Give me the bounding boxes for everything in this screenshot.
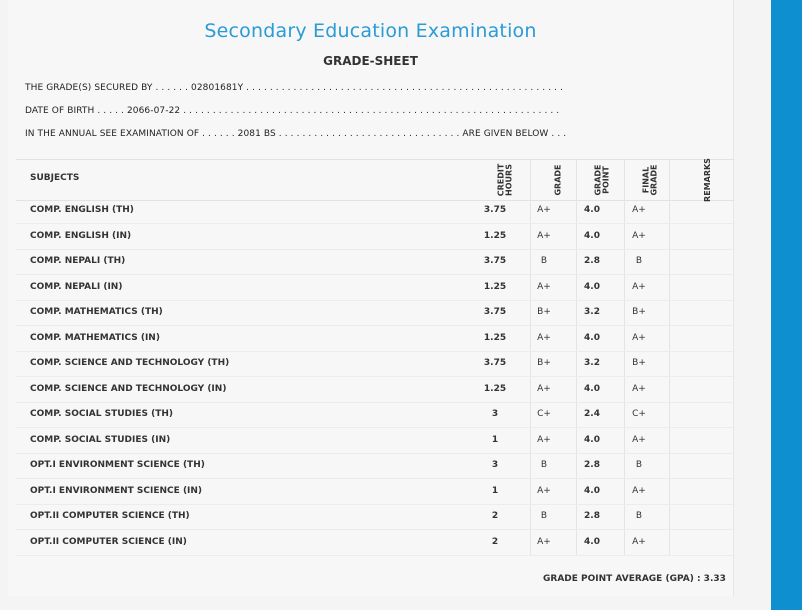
header-grade: GRADE <box>554 164 563 196</box>
table-row <box>16 377 733 403</box>
header-subjects: SUBJECTS <box>30 173 80 183</box>
grade-cell: B+ <box>537 358 551 368</box>
header-credit-hours: CREDIT HOURS <box>496 163 514 197</box>
point-cell: 2.4 <box>584 409 600 419</box>
final-cell: A+ <box>632 205 646 215</box>
final-cell: A+ <box>632 230 646 241</box>
credit-cell: 1 <box>491 485 499 496</box>
final-cell: B <box>635 460 643 470</box>
credit-cell: 1.25 <box>483 383 507 394</box>
table-row <box>16 428 733 454</box>
credit-cell: 3 <box>491 409 499 419</box>
point-cell: 4.0 <box>584 230 600 241</box>
credit-cell: 3.75 <box>483 256 507 266</box>
table-row <box>16 351 733 377</box>
point-cell: 4.0 <box>584 383 600 394</box>
table-row <box>16 326 733 352</box>
point-cell: 4.0 <box>584 332 600 343</box>
table-header <box>16 159 733 201</box>
final-cell: B+ <box>632 307 646 317</box>
grade-cell: A+ <box>537 281 551 292</box>
credit-cell: 2 <box>491 511 499 521</box>
point-cell: 4.0 <box>584 485 600 496</box>
table-row <box>16 479 733 505</box>
subject-name: COMP. SOCIAL STUDIES (TH) <box>30 409 174 419</box>
final-cell: A+ <box>632 434 646 445</box>
subject-name: OPT.I ENVIRONMENT SCIENCE (IN) <box>30 485 203 496</box>
credit-cell: 2 <box>491 536 499 547</box>
subject-name: OPT.II COMPUTER SCIENCE (IN) <box>30 536 187 547</box>
table-row <box>16 198 733 224</box>
point-cell: 2.8 <box>584 460 600 470</box>
final-cell: A+ <box>632 536 646 547</box>
exam-title: Secondary Education Examination <box>204 20 537 42</box>
credit-cell: 1.25 <box>483 281 507 292</box>
point-cell: 4.0 <box>584 434 600 445</box>
grade-cell: A+ <box>537 485 551 496</box>
final-cell: B+ <box>632 358 646 368</box>
grade-cell: B <box>540 460 548 470</box>
table-row <box>16 453 733 479</box>
subject-name: COMP. SCIENCE AND TECHNOLOGY (TH) <box>30 358 230 368</box>
final-cell: A+ <box>632 485 646 496</box>
side-accent-bar <box>771 0 802 610</box>
date-of-birth-line: DATE OF BIRTH . . . . . 2066-07-22 . . . . . . . . . . . . . . . . . . . . . . . . . . . . . . . . . . . . . . . . . . . . . . . . . . . . . . . . . . . . . . . . <box>25 106 560 116</box>
grade-cell: B <box>540 256 548 266</box>
table-row <box>16 275 733 301</box>
grade-cell: A+ <box>537 383 551 394</box>
grade-sheet-panel <box>8 0 734 596</box>
credit-cell: 1 <box>491 434 499 445</box>
subject-name: OPT.II COMPUTER SCIENCE (TH) <box>30 511 190 521</box>
credit-cell: 3.75 <box>483 205 507 215</box>
credit-cell: 3.75 <box>483 358 507 368</box>
exam-year-line: IN THE ANNUAL SEE EXAMINATION OF . . . . . . 2081 BS . . . . . . . . . . . . . . . . . . . . . . . . . . . . . . . ARE GIVEN BELOW . . . <box>25 129 567 139</box>
grade-cell: A+ <box>537 332 551 343</box>
table-row <box>16 504 733 530</box>
subject-name: COMP. ENGLISH (IN) <box>30 230 132 241</box>
grade-cell: A+ <box>537 230 551 241</box>
subject-name: COMP. NEPALI (IN) <box>30 281 123 292</box>
point-cell: 4.0 <box>584 536 600 547</box>
student-id-line: THE GRADE(S) SECURED BY . . . . . . 02801681Y . . . . . . . . . . . . . . . . . . . . . . . . . . . . . . . . . . . . . . . . . . . . . . . . . . . . . . <box>25 83 563 93</box>
subject-name: COMP. MATHEMATICS (TH) <box>30 307 163 317</box>
table-row <box>16 402 733 428</box>
subject-name: COMP. NEPALI (TH) <box>30 256 126 266</box>
subject-name: OPT.I ENVIRONMENT SCIENCE (TH) <box>30 460 205 470</box>
grade-cell: B <box>540 511 548 521</box>
final-cell: B <box>635 256 643 266</box>
grade-cell: B+ <box>537 307 551 317</box>
final-cell: A+ <box>632 281 646 292</box>
point-cell: 3.2 <box>584 307 600 317</box>
subject-name: COMP. SOCIAL STUDIES (IN) <box>30 434 171 445</box>
final-cell: B <box>635 511 643 521</box>
credit-cell: 1.25 <box>483 332 507 343</box>
credit-cell: 3 <box>491 460 499 470</box>
grade-cell: A+ <box>537 536 551 547</box>
header-remarks: REMARKS <box>703 158 712 202</box>
sheet-title: GRADE-SHEET <box>323 54 418 68</box>
final-cell: A+ <box>632 383 646 394</box>
final-cell: A+ <box>632 332 646 343</box>
point-cell: 3.2 <box>584 358 600 368</box>
point-cell: 2.8 <box>584 511 600 521</box>
final-cell: C+ <box>632 409 646 419</box>
grade-cell: A+ <box>537 434 551 445</box>
subject-name: COMP. MATHEMATICS (IN) <box>30 332 160 343</box>
subject-name: COMP. SCIENCE AND TECHNOLOGY (IN) <box>30 383 227 394</box>
credit-cell: 3.75 <box>483 307 507 317</box>
table-row <box>16 249 733 275</box>
point-cell: 4.0 <box>584 281 600 292</box>
gpa-summary: GRADE POINT AVERAGE (GPA) : 3.33 <box>543 574 726 584</box>
credit-cell: 1.25 <box>483 230 507 241</box>
header-final-grade: FINAL GRADE <box>642 164 659 196</box>
header-grade-point: GRADE POINT <box>594 164 611 196</box>
table-row <box>16 530 733 556</box>
subject-name: COMP. ENGLISH (TH) <box>30 205 134 215</box>
table-row <box>16 300 733 326</box>
grade-cell: C+ <box>537 409 551 419</box>
grade-cell: A+ <box>537 205 551 215</box>
table-row <box>16 224 733 250</box>
point-cell: 2.8 <box>584 256 600 266</box>
point-cell: 4.0 <box>584 205 600 215</box>
